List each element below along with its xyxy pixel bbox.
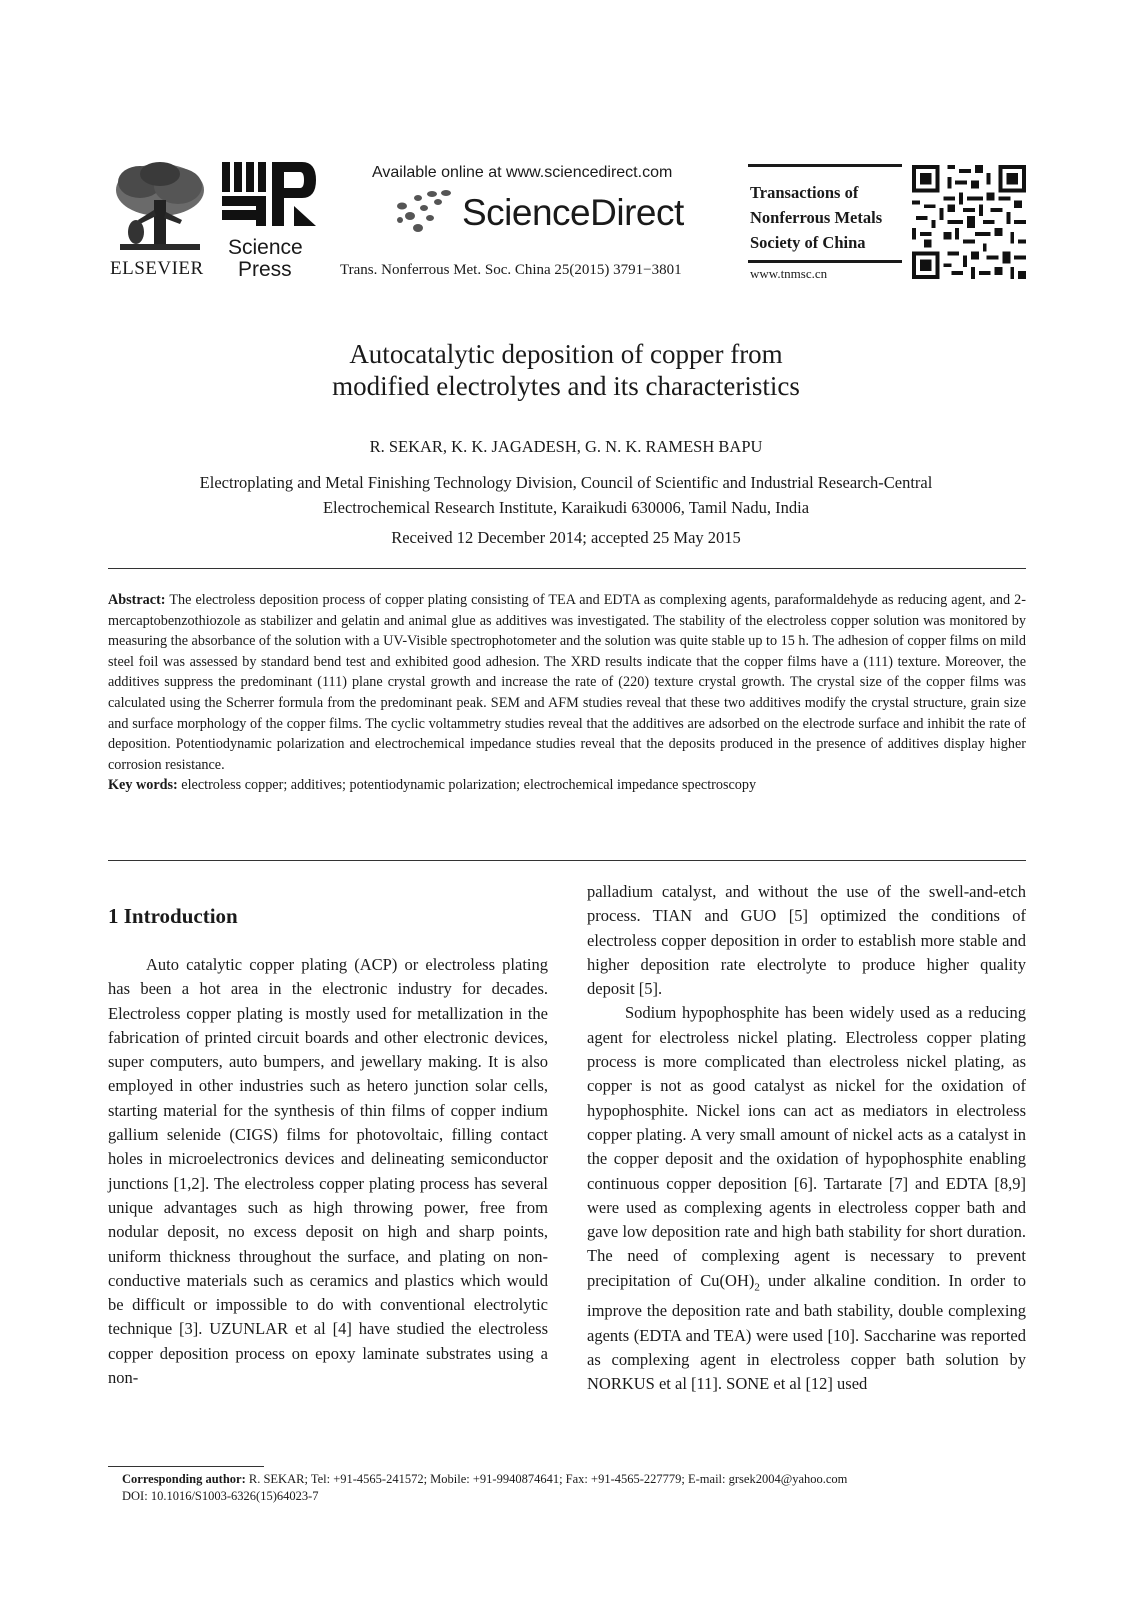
qr-code [912, 165, 1026, 279]
abstract-paragraph [108, 590, 1026, 775]
subscript-2: 2 [754, 1281, 760, 1294]
journal-url: www.tnmsc.cn [750, 266, 828, 281]
journal-name-line3: Society of China [750, 233, 866, 252]
left-column [108, 953, 548, 1390]
keywords-label: Key words: [108, 777, 178, 794]
footnote-rule [108, 1466, 264, 1467]
corresponding-author-text: R. SEKAR; Tel: +91-4565-241572; Mobile: +91-9940874641; Fax: +91-4565-227779; E-mail: grsek2004@yahoo.com [245, 1472, 848, 1486]
journal-top-rule [748, 164, 902, 167]
elsevier-tree-logo [110, 160, 210, 256]
right-column [587, 880, 1026, 1397]
abstract-rule [108, 860, 1026, 861]
corresponding-author [122, 1471, 847, 1488]
copublisher-line2: Press [238, 258, 292, 281]
journal-citation: Trans. Nonferrous Met. Soc. China 25(2015) 3791−3801 [340, 262, 682, 278]
sciencedirect-wordmark: ScienceDirect [462, 192, 684, 233]
right-paragraph-2-a: Sodium hypophosphite has been widely used as a reducing agent for electroless nickel plating. Electroless copper plating process is more complicated than electroless nickel plating, as copper is not as good catalyst as nickel for the oxidation of hypophosphite. Nickel ions can act as mediators in electroless copper plating. A very small amount of nickel acts as a catalyst in the copper deposit and the oxidation of hypophosphite enabling continuous copper deposition [6]. Tartarate [7] and EDTA [8,9] were used as complexing agents in electroless copper bath and gave low deposition rate and high bath stability for short duration. The need of complexing agent is necessary to prevent precipitation of Cu(OH) [587, 1003, 1026, 1290]
science-press-logo [222, 162, 318, 234]
journal-bottom-rule [748, 260, 902, 263]
right-paragraph-2 [587, 1001, 1026, 1396]
abstract-block [108, 590, 1026, 796]
journal-name-line1: Transactions of [750, 183, 859, 202]
header-rule [108, 568, 1026, 569]
affiliation-line2: Electrochemical Research Institute, Karaikudi 630006, Tamil Nadu, India [322, 498, 810, 517]
sciencedirect-dots-icon [392, 188, 460, 234]
copublisher-line1: Science [228, 236, 303, 259]
keywords-paragraph [108, 775, 1026, 796]
left-paragraph-1: Auto catalytic copper plating (ACP) or electroless plating has been a hot area in the electronic industry for decades. Electroless copper plating is mostly used for metallization in the fabrication of printed circuit boards and other electronic devices, super computers, auto bumpers, and jewellary making. It is also employed in other industries such as hetero junction solar cells, starting material for the synthesis of thin films of copper indium gallium selenide (CIGS) films for photovoltaic, filling contact holes in microelectronics devices and delineating semiconductor junctions [1,2]. The electroless copper plating process has several unique advantages such as high throwing power, free from nodular deposit, no excess deposit on high and sharp points, uniform thickness throughout the surface, and plating on non-conductive materials such as ceramics and plastics which would be difficult or impossible to do with conventional electrolytic technique [3]. UZUNLAR et al [4] have studied the electroless copper deposition process on epoxy laminate substrates using a non- [108, 955, 548, 1388]
corresponding-author-label: Corresponding author: [122, 1472, 246, 1486]
article-title [0, 338, 1132, 402]
article-authors: R. SEKAR, K. K. JAGADESH, G. N. K. RAMESH BAPU [369, 437, 763, 456]
keywords-text: electroless copper; additives; potentiodynamic polarization; electrochemical impedance spectroscopy [181, 777, 757, 794]
journal-name [750, 180, 882, 255]
abstract-text: The electroless deposition process of copper plating consisting of TEA and EDTA as complexing agents, paraformaldehyde as reducing agent, and 2-mercaptobenzothiozole as stabilizer and gelatin and animal glue as additives was investigated. The stability of the electroless copper solution was monitored by measuring the absorbance of the solution with a UV-Visible spectrophotometer and the solution was quite stable up to 15 h. The adhesion of copper films on mild steel foil was assessed by standard bend test and exhibited good adhesion. The XRD results indicate that the copper films have a (111) texture. Moreover, the additives suppress the predominant (111) plane crystal growth and increase the rate of (220) texture crystal growth. The crystal size of the copper films was calculated using the Scherrer formula from the predominant peak. SEM and AFM studies reveal that these two additives modify the crystal structure, grain size and surface morphology of the copper films. The cyclic voltammetry studies reveal that the additives are adsorbed on the electrode surface and inhibit the rate of deposition. Potentiodynamic polarization and electrochemical impedance studies reveal that the deposits produced in the presence of additives display higher corrosion resistance. [108, 592, 1026, 773]
received-date: Received 12 December 2014; accepted 25 May 2015 [391, 528, 741, 547]
affiliation-line1: Electroplating and Metal Finishing Technology Division, Council of Scientific and Industrial Research-Central [199, 473, 933, 492]
doi: DOI: 10.1016/S1003-6326(15)64023-7 [122, 1489, 319, 1503]
footnote [122, 1471, 847, 1505]
right-paragraph-2-b: under alkaline condition. In order to improve the deposition rate and bath stability, double complexing agents (EDTA and TEA) were used [10]. Saccharine was reported as complexing agent in electroless copper bath solution by NORKUS et al [11]. SONE et al [12] used [587, 1270, 1026, 1394]
article-title-line2: modified electrolytes and its characteristics [332, 371, 800, 401]
publisher-name: ELSEVIER [110, 258, 204, 279]
section-heading: 1 Introduction [108, 904, 238, 928]
journal-name-line2: Nonferrous Metals [750, 208, 883, 227]
article-affiliation [110, 470, 1022, 520]
available-online-text: Available online at www.sciencedirect.com [372, 164, 673, 181]
right-paragraph-1: palladium catalyst, and without the use of the swell-and-etch process. TIAN and GUO [5] optimized the conditions of electroless copper deposition in order to establish more stable and higher deposition rate electrolyte to produce higher quality deposit [5]. [587, 882, 1026, 999]
article-title-line1: Autocatalytic deposition of copper from [349, 339, 783, 369]
abstract-label: Abstract: [108, 592, 166, 608]
